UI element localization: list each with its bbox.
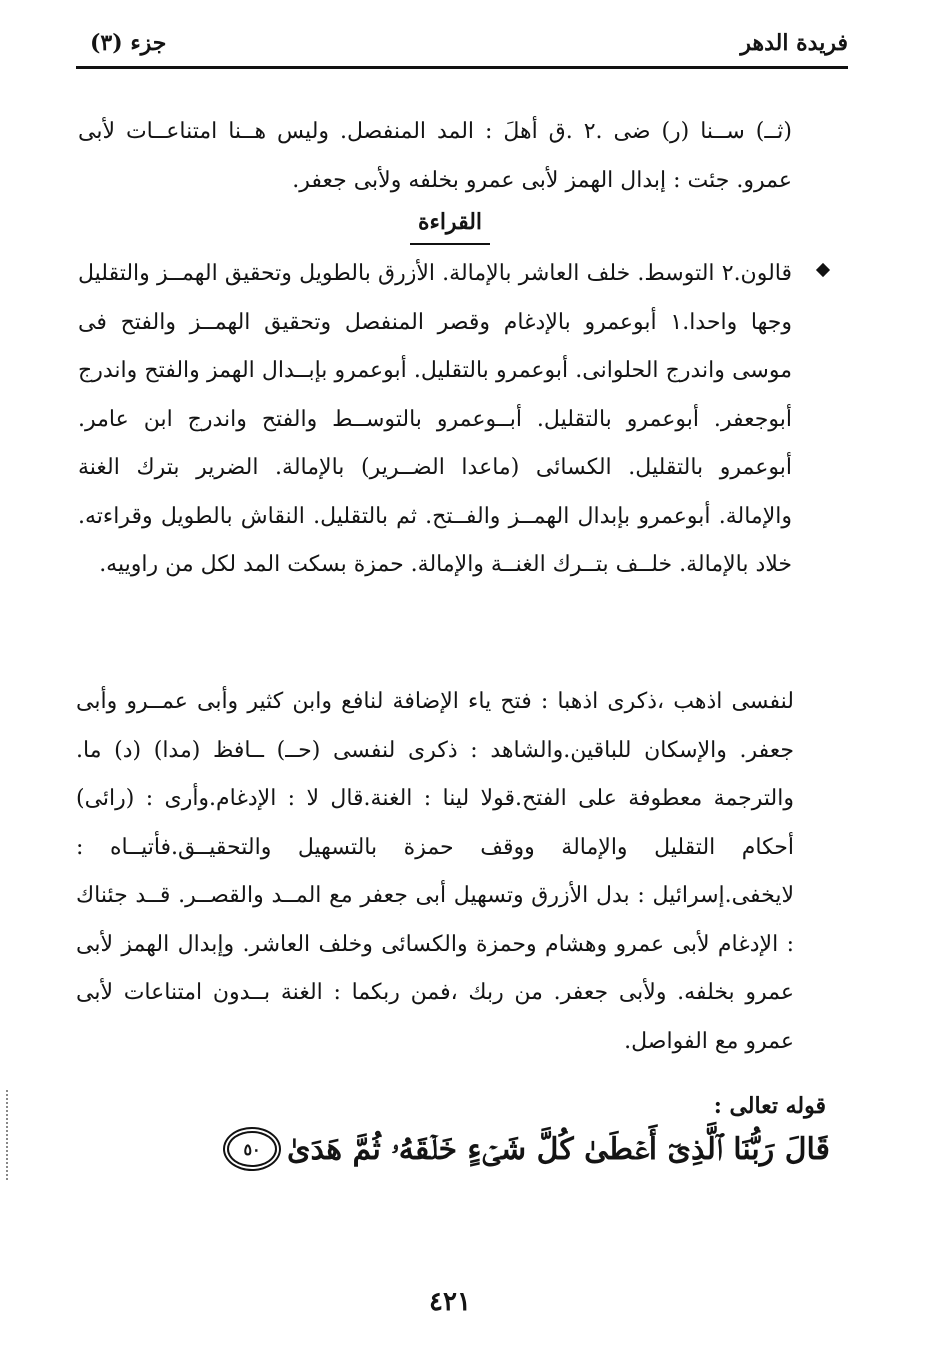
section-heading-text: القراءة bbox=[410, 205, 490, 245]
readings-text: قالون.٢ التوسط. خلف العاشر بالإمالة. الأزرق بالطويل وتحقيق الهمــز والتقليل وجها واحدا.١ أبوعمرو بالإدغام وقصر المنفصل وتحقيق الهمــز والفتح فى موسى واندرج الحلوانى. أبوعمرو بالتقليل. أبوعمرو بإبــدال الهمز والفتح واندرج أبوجعفر. أبوعمرو بالتقليل. أبــوعمرو بالتوســط والفتح واندرج ابن عامر. أبوعمرو بالتقليل. الكسائى (ماعدا الضــرير) بالإمالة. الضرير بترك الغنة والإمالة. أبوعمرو بإبدال الهمــز والفــتح. ثم بالتقليل. النقاش بالطويل وقراءته. خلاد بالإمالة. خلــف بتــرك الغنــة والإمالة. حمزة بسكت المد لكل من راوييه. bbox=[78, 261, 792, 577]
running-head-part: جزء (٣) bbox=[90, 30, 167, 56]
margin-scan-artifact bbox=[6, 1090, 12, 1180]
page-number: ٤٢١ bbox=[429, 1287, 471, 1317]
quran-verse bbox=[227, 1131, 830, 1167]
running-head-title: فريدة الدهر bbox=[740, 30, 848, 56]
header-rule bbox=[76, 66, 848, 69]
ayah-number-mark bbox=[227, 1131, 277, 1167]
note-paragraph bbox=[78, 108, 792, 205]
bullet-diamond-icon bbox=[816, 263, 830, 277]
explanation-text: لنفسى اذهب ،ذكرى اذهبا : فتح ياء الإضافة لنافع وابن كثير وأبى عمــرو وأبى جعفر. والإسكان للباقين.والشاهد : ذكرى لنفسى (حــ) ــافظ (مدا) (د) ما. والترجمة معطوفة على الفتح.قولا لينا : الغنة.قال لا : الإدغام.وأرى : (رائى) أحكام التقليل والإمالة ووقف حمزة بالتسهيل والتحقيــق.فأتيــاه : لايخفى.إسرائيل : بدل الأزرق وتسهيل أبى جعفر مع المــد والقصــر. قــد جئناك : الإدغام لأبى عمرو وهشام وحمزة والكسائى وخلف العاشر. وإبدال الهمز لأبى عمرو بخلفه. ولأبى جعفر. من ربك ،فمن ربكما : الغنة بــدون امتناعات لأبى عمرو مع الفواصل. bbox=[76, 689, 794, 1054]
ayah-number: ٥٠ bbox=[243, 1139, 261, 1159]
section-heading bbox=[0, 205, 900, 245]
verse-text: قَالَ رَبُّنَا ٱلَّذِىٓ أَعۡطَىٰ كُلَّ شَىۡءٍ خَلۡقَهُۥ ثُمَّ هَدَىٰ bbox=[287, 1131, 830, 1167]
explanation-paragraph bbox=[76, 678, 794, 1066]
verse-label: قوله تعالى : bbox=[713, 1093, 826, 1119]
readings-paragraph bbox=[78, 250, 792, 590]
note-text: (ثــ) ســنا (ر) ضى .٢ .ق أهلَ : المد المنفصل. وليس هــنا امتناعــات لأبى عمرو. جئت : إبدال الهمز لأبى عمرو بخلفه ولأبى جعفر. bbox=[78, 119, 792, 193]
